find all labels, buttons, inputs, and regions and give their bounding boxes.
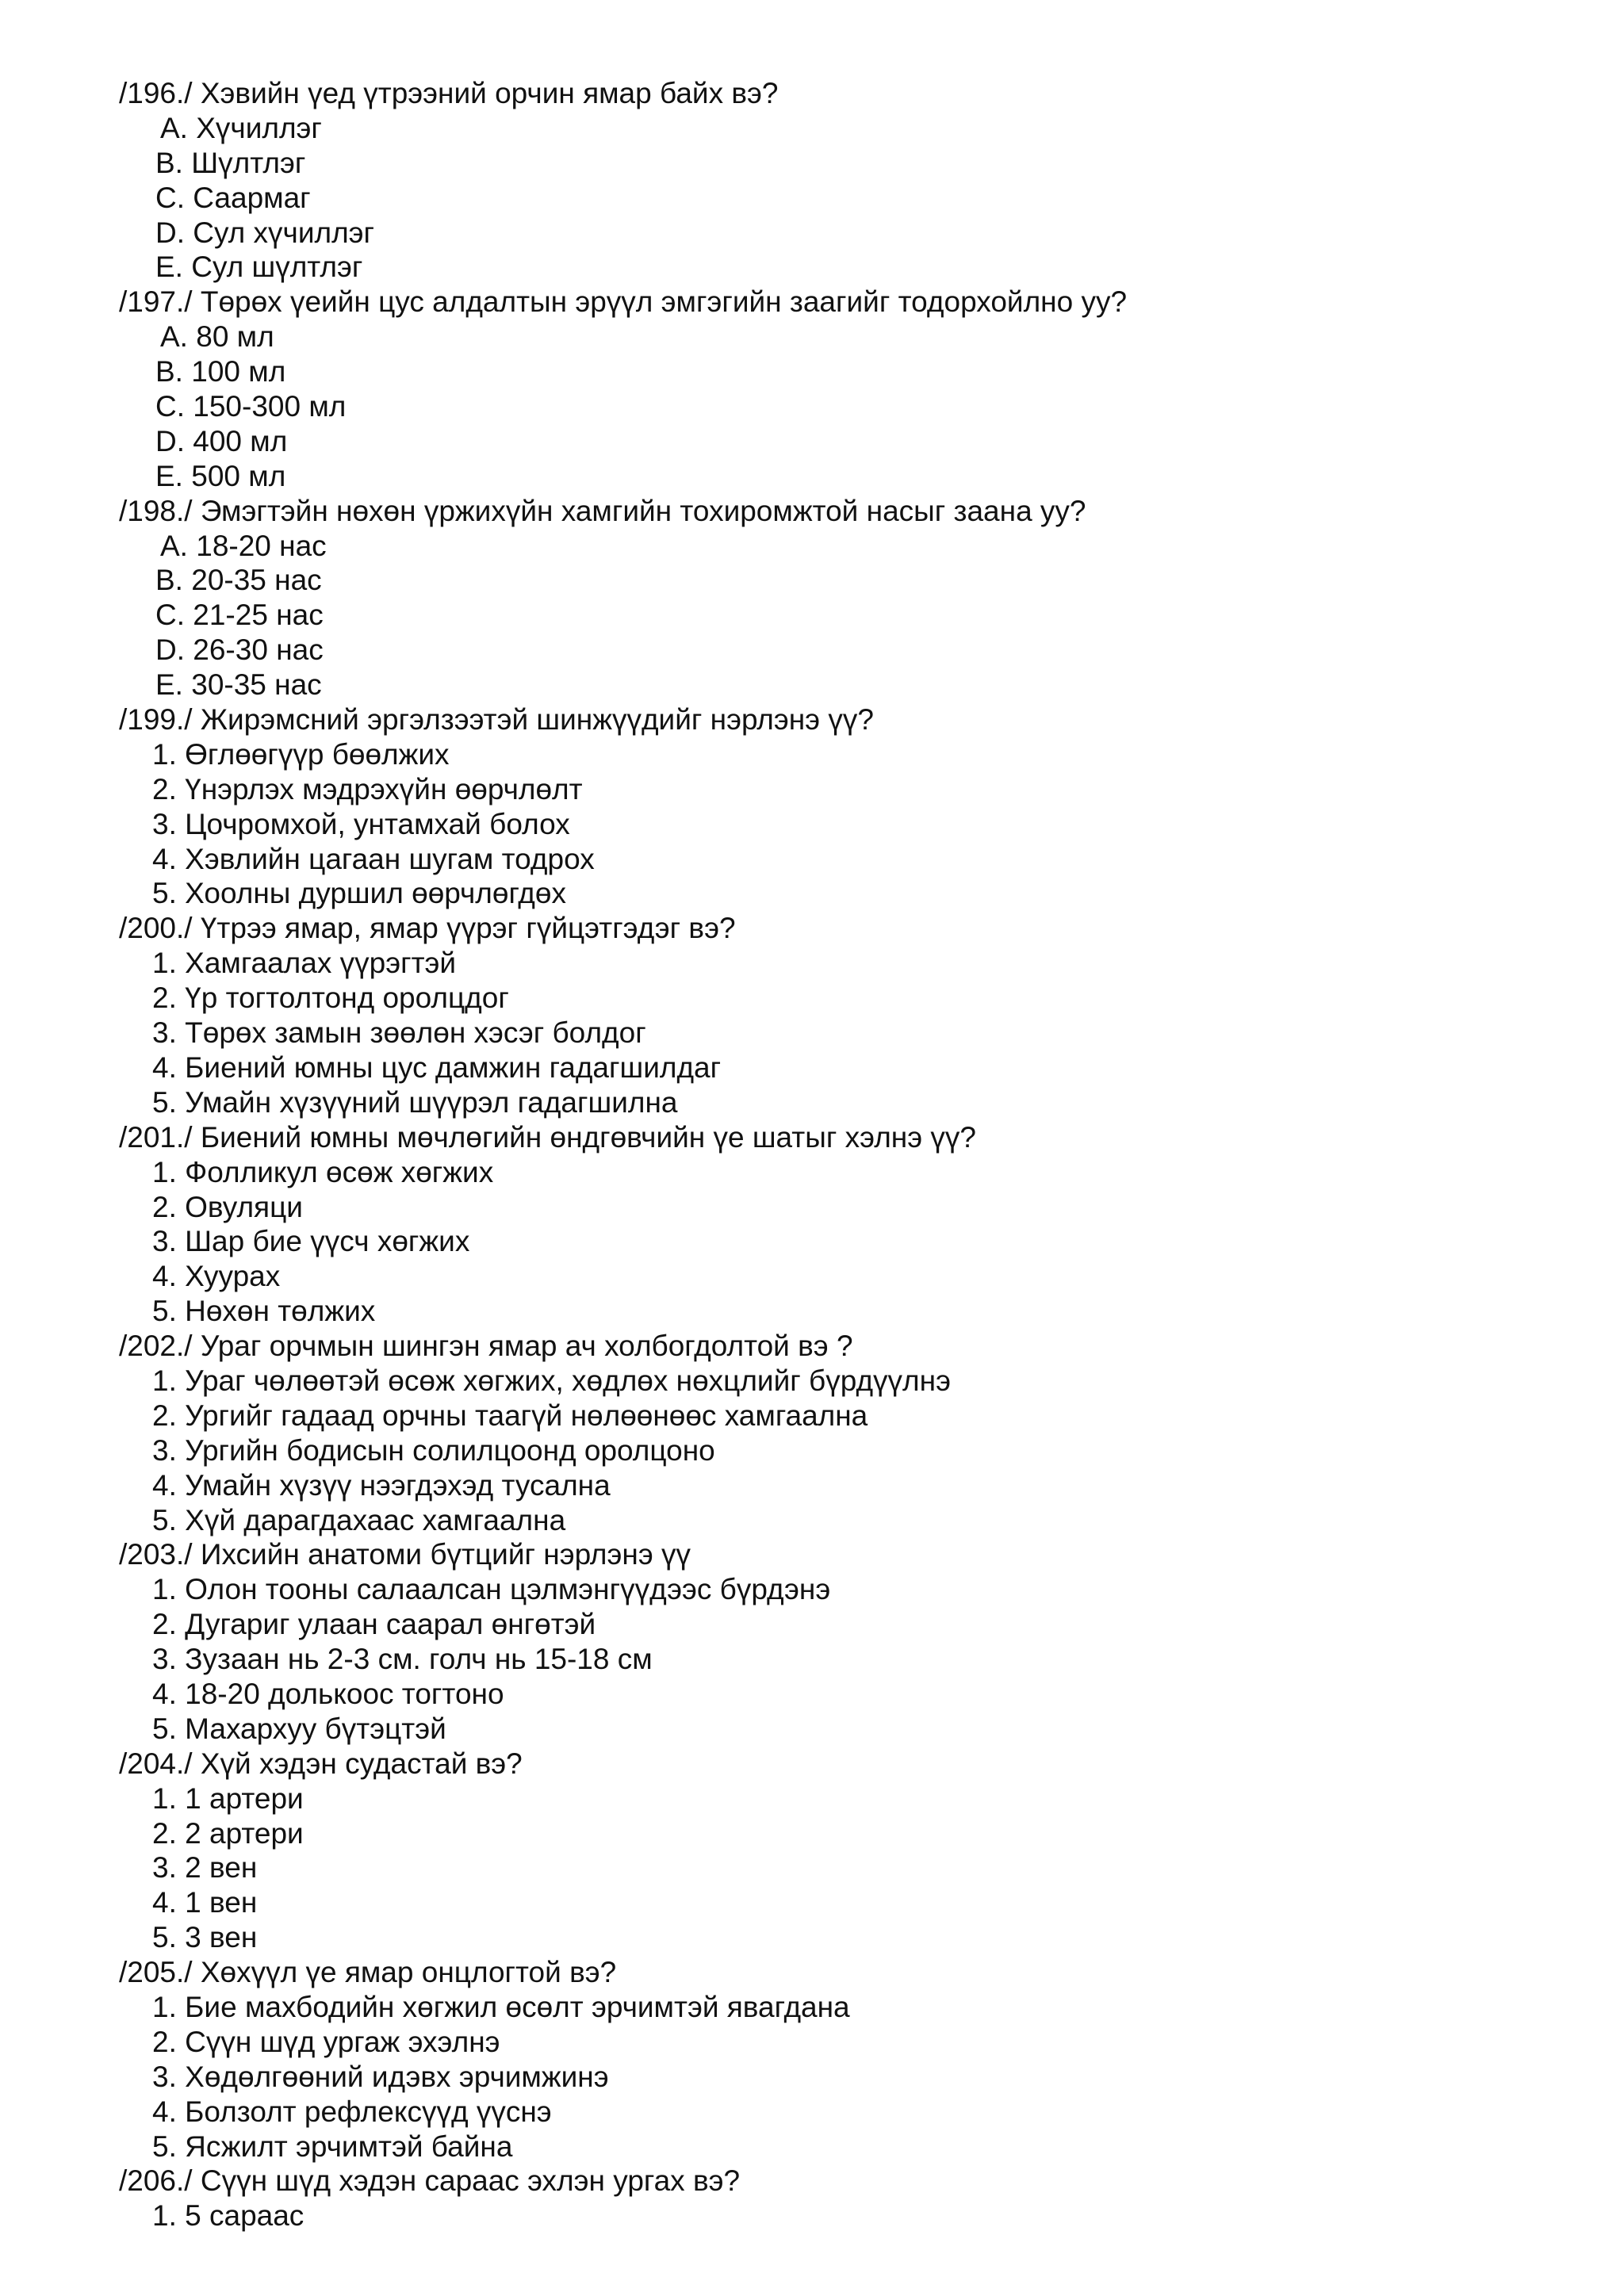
answer-option: 5. Хоолны дуршил өөрчлөгдөх (152, 877, 566, 910)
question-block (119, 1329, 1546, 1537)
answer-option: 4. Болзолт рефлексүүд үүснэ (152, 2095, 552, 2128)
answer-option: 2. Үнэрлэх мэдрэхүйн өөрчлөлт (152, 772, 583, 806)
question-title: /200./ Үтрээ ямар, ямар үүрэг гүйцэтгэдэг вэ? (119, 912, 736, 945)
answer-option: 4. Хэвлийн цагаан шугам тодрох (152, 842, 595, 875)
answer-option: 5. Хүй дарагдахаас хамгаална (152, 1503, 566, 1536)
question-title: /199./ Жирэмсний эргэлзээтэй шинжүүдийг нэрлэнэ үү? (119, 703, 874, 737)
answer-option: E. 30-35 нас (155, 668, 322, 702)
answer-option: 5. Умайн хүзүүний шүүрэл гадагшилна (152, 1085, 678, 1119)
question-block (119, 911, 1546, 1119)
answer-option: 5. Нөхөн төлжих (152, 1295, 376, 1328)
question-block (119, 1747, 1546, 1955)
answer-option: B. Шүлтлэг (155, 146, 306, 179)
answer-option: 5. Ясжилт эрчимтэй байна (152, 2130, 513, 2163)
answer-option: 2. Овуляци (152, 1190, 303, 1223)
answer-option: 1. Фолликул өсөж хөгжих (152, 1155, 494, 1188)
answer-option: 4. Хуурах (152, 1260, 281, 1293)
answer-option: A. Хүчиллэг (160, 111, 322, 144)
answer-option: 2. Үр тогтолтонд оролцдог (152, 982, 509, 1015)
answer-option: A. 80 мл (160, 320, 274, 354)
question-block (119, 2164, 1546, 2233)
answer-option: B. 100 мл (155, 355, 286, 388)
question-block (119, 1537, 1546, 1746)
question-block (119, 285, 1546, 493)
answer-option: 2. Дугариг улаан саарал өнгөтэй (152, 1608, 596, 1641)
answer-option: C. 150-300 мл (155, 390, 347, 423)
answer-option: 3. Шар бие үүсч хөгжих (152, 1225, 470, 1258)
answer-option: 5. Махархуу бүтэцтэй (152, 1712, 446, 1745)
answer-option: 2. 2 артери (152, 1816, 304, 1850)
answer-option: E. 500 мл (155, 459, 286, 492)
answer-option: E. Сул шүлтлэг (155, 251, 363, 284)
answer-option: D. 26-30 нас (155, 633, 324, 667)
answer-option: 5. 3 вен (152, 1921, 258, 1954)
answer-option: 1. 5 сараас (152, 2199, 304, 2233)
question-title: /197./ Төрөх үеийн цус алдалтын эрүүл эмгэгийн заагийг тодорхойлно уу? (119, 285, 1128, 319)
answer-option: 3. Хөдөлгөөний идэвх эрчимжинэ (152, 2060, 609, 2093)
question-title: /198./ Эмэгтэйн нөхөн үржихүйн хамгийн тохиромжтой насыг заана уу? (119, 494, 1086, 527)
answer-option: 1. 1 артери (152, 1781, 304, 1815)
question-list (119, 76, 1546, 2233)
answer-option: 1. Ураг чөлөөтэй өсөж хөгжих, хөдлөх нөхцлийг бүрдүүлнэ (152, 1364, 951, 1397)
answer-option: 2. Ургийг гадаад орчны таагүй нөлөөнөөс хамгаална (152, 1399, 868, 1432)
answer-option: C. Саармаг (155, 181, 311, 214)
question-title: /206./ Сүүн шүд хэдэн сараас эхлэн ургах вэ? (119, 2164, 741, 2198)
answer-option: 3. Ургийн бодисын солилцоонд оролцоно (152, 1433, 715, 1467)
question-title: /196./ Хэвийн үед үтрээний орчин ямар байх вэ? (119, 77, 779, 109)
answer-option: B. 20-35 нас (155, 564, 322, 597)
answer-option: 4. Биений юмны цус дамжин гадагшилдаг (152, 1050, 722, 1084)
question-title: /204./ Хүй хэдэн судастай вэ? (119, 1747, 523, 1780)
answer-option: 4. 18-20 долькоос тогтоно (152, 1677, 504, 1710)
answer-option: 3. 2 вен (152, 1851, 258, 1885)
question-block (119, 702, 1546, 911)
question-title: /202./ Ураг орчмын шингэн ямар ач холбогдолтой вэ ? (119, 1330, 853, 1363)
question-block (119, 494, 1546, 702)
question-title: /201./ Биений юмны мөчлөгийн өндгөвчийн үе шатыг хэлнэ үү? (119, 1120, 976, 1154)
answer-option: D. Сул хүчиллэг (155, 216, 375, 249)
answer-option: 4. Умайн хүзүү нээгдэхэд тусална (152, 1468, 611, 1502)
answer-option: 1. Бие махбодийн хөгжил өсөлт эрчимтэй явагдана (152, 1990, 850, 2023)
question-block (119, 76, 1546, 285)
answer-option: C. 21-25 нас (155, 599, 324, 632)
question-block (119, 1120, 1546, 1329)
answer-option: 2. Сүүн шүд ургаж эхэлнэ (152, 2025, 500, 2058)
answer-option: 1. Өглөөгүүр бөөлжих (152, 737, 450, 771)
answer-option: 3. Төрөх замын зөөлөн хэсэг болдог (152, 1016, 646, 1050)
answer-option: 1. Олон тооны салаалсан цэлмэнгүүдээс бүрдэнэ (152, 1573, 831, 1606)
answer-option: 4. 1 вен (152, 1886, 258, 1919)
answer-option: 1. Хамгаалах үүрэгтэй (152, 947, 457, 980)
question-title: /203./ Ихсийн анатоми бүтцийг нэрлэнэ үү (119, 1538, 691, 1571)
answer-option: 3. Цочромхой, унтамхай болох (152, 807, 570, 840)
answer-option: A. 18-20 нас (160, 529, 327, 562)
question-title: /205./ Хөхүүл үе ямар онцлогтой вэ? (119, 1956, 617, 1989)
answer-option: D. 400 мл (155, 424, 288, 457)
answer-option: 3. Зузаан нь 2-3 см. голч нь 15-18 см (152, 1643, 653, 1676)
question-block (119, 1955, 1546, 2164)
